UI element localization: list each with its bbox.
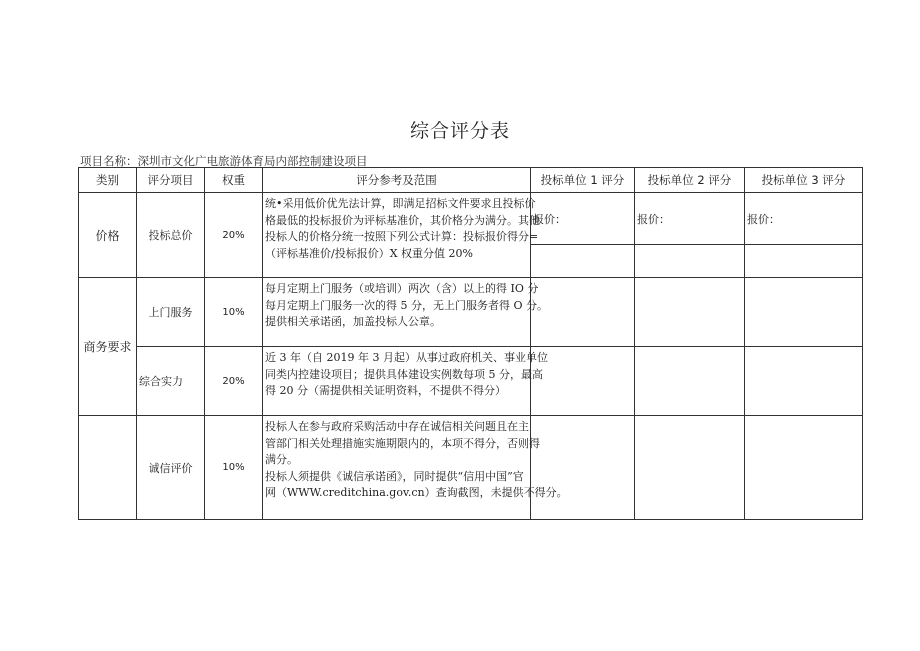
criteria-integrity (263, 416, 568, 520)
criteria-total-price (263, 193, 540, 278)
document-title: 综合评分表 (409, 120, 510, 142)
criteria-line: 投标人须提供《诚信承诺函》，同时提供“信用中国”官 (265, 469, 524, 483)
criteria-onsite-service (263, 278, 549, 347)
header-item: 评分项目 (137, 168, 205, 193)
table-row-overall-strength (79, 347, 863, 416)
criteria-line: 管部门相关处理措施实施期限内的，本项不得分，否则得 (265, 436, 540, 450)
score-strength-bidder-2[interactable] (635, 347, 745, 416)
item-total-price: 投标总价 (137, 193, 205, 278)
score-price-bidder-2[interactable] (635, 245, 745, 278)
scoring-table (78, 167, 863, 520)
table-row-integrity (79, 416, 863, 520)
item-integrity: 诚信评价 (137, 416, 205, 520)
criteria-line: 网（WWW.creditchina.gov.cn）查询截图，未提供不得分。 (265, 486, 568, 499)
score-integrity-bidder-2[interactable] (635, 416, 745, 520)
weight-overall-strength: 20% (205, 347, 263, 416)
criteria-line: 投标人的价格分统一按照下列公式计算：投标报价得分= (265, 230, 539, 243)
criteria-line: 提供相关承诺函，加盖投标人公章。 (265, 315, 441, 328)
criteria-line: （评标基准价/投标报价）X 权重分值 20% (265, 246, 473, 260)
criteria-line: 每月定期上门服务一次的得 5 分，无上门服务者得 O 分。 (265, 298, 549, 312)
bid-price-bidder-2[interactable]: 报价： (635, 193, 745, 245)
header-bidder-3: 投标单位 3 评分 (745, 168, 863, 193)
score-price-bidder-3[interactable] (745, 245, 863, 278)
weight-total-price: 20% (205, 193, 263, 278)
weight-onsite-service: 10% (205, 278, 263, 347)
table-row-onsite-service (79, 278, 863, 347)
weight-integrity: 10% (205, 416, 263, 520)
item-overall-strength: 综合实力 (137, 347, 205, 416)
score-onsite-bidder-3[interactable] (745, 278, 863, 347)
project-name: 项目名称：深圳市文化广电旅游体育局内部控制建设项目 (80, 154, 368, 168)
criteria-line: 每月定期上门服务（或培训）两次（含）以上的得 IO 分 (265, 282, 539, 295)
header-category: 类别 (79, 168, 137, 193)
score-onsite-bidder-2[interactable] (635, 278, 745, 347)
category-empty (79, 416, 137, 520)
criteria-line: 投标人在参与政府采购活动中存在诚信相关问题且在主 (265, 420, 529, 433)
score-onsite-bidder-1[interactable] (531, 278, 635, 347)
criteria-overall-strength (263, 347, 548, 416)
header-criteria: 评分参考及范围 (263, 168, 531, 193)
score-integrity-bidder-3[interactable] (745, 416, 863, 520)
header-bidder-1: 投标单位 1 评分 (531, 168, 635, 193)
score-price-bidder-1[interactable] (531, 245, 635, 278)
item-onsite-service: 上门服务 (137, 278, 205, 347)
header-weight: 权重 (205, 168, 263, 193)
table-row-price (79, 193, 863, 245)
criteria-line: 统•采用低价优先法计算，即满足招标文件要求且投标价 (265, 197, 536, 210)
bid-price-bidder-1[interactable]: 报价： (531, 193, 635, 245)
criteria-line: 得 20 分（需提供相关证明资料，不提供不得分） (265, 384, 506, 397)
bid-price-bidder-3[interactable]: 报价： (745, 193, 863, 245)
category-business: 商务要求 (79, 278, 137, 416)
score-strength-bidder-3[interactable] (745, 347, 863, 416)
criteria-line: 同类内控建设项目；提供具体建设实例数每项 5 分，最高 (265, 367, 543, 381)
criteria-line: 格最低的投标报价为评标基准价，其价格分为满分。其他 (265, 213, 540, 227)
category-price: 价格 (79, 193, 137, 278)
header-row (79, 168, 863, 193)
criteria-line: 近 3 年（自 2019 年 3 月起）从事过政府机关、事业单位 (265, 351, 548, 364)
score-integrity-bidder-1[interactable] (531, 416, 635, 520)
header-bidder-2: 投标单位 2 评分 (635, 168, 745, 193)
criteria-line: 满分。 (265, 453, 298, 466)
